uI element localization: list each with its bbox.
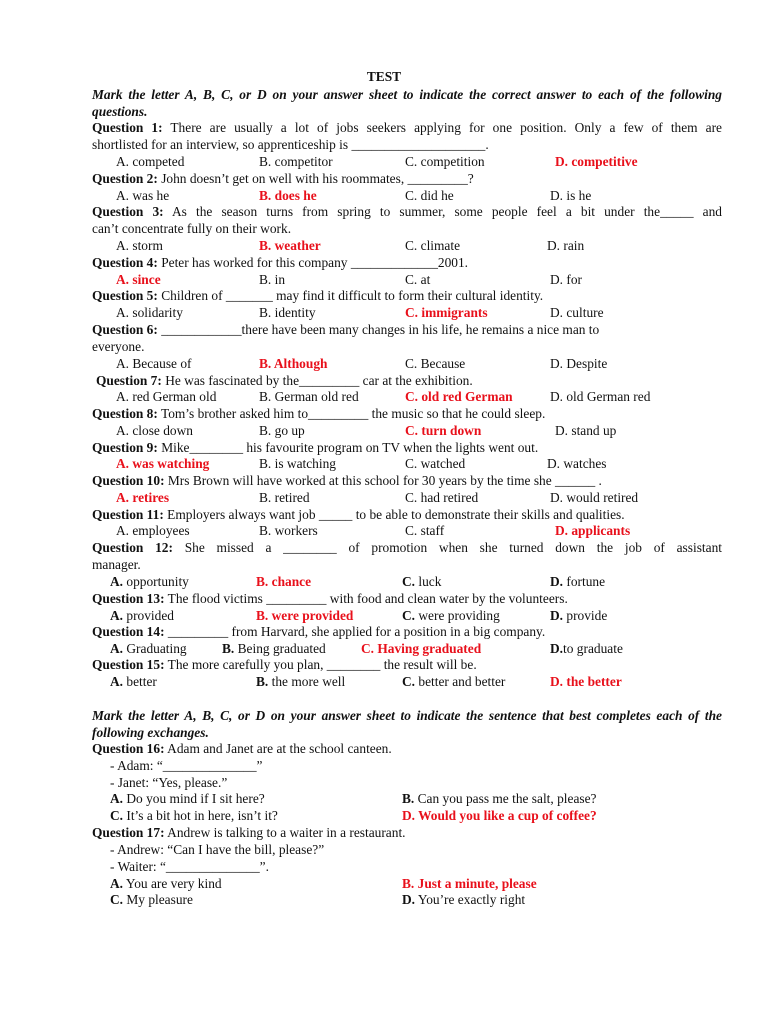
option-a[interactable]: A. employees (116, 523, 190, 538)
option-letter: A. (110, 641, 124, 656)
option-a[interactable]: A. was he (116, 188, 170, 203)
question-15-options (92, 674, 722, 690)
question-4-text: Peter has worked for this company _____________2001. (157, 255, 469, 270)
option-d[interactable]: D. old German red (550, 389, 651, 404)
question-16-options-cd (92, 808, 722, 824)
option-letter: B. (256, 674, 269, 689)
question-2-label: Question 2: (92, 171, 158, 186)
option-d[interactable] (550, 641, 623, 657)
question-9-text: Mike________ his favourite program on TV when the lights went out. (157, 440, 539, 455)
option-c[interactable]: C. did he (405, 188, 454, 203)
option-a[interactable]: A. competed (116, 154, 185, 169)
option-d[interactable]: D. for (550, 272, 582, 287)
question-3-options (92, 238, 722, 254)
option-b[interactable]: B. workers (259, 523, 318, 538)
option-b[interactable]: B. go up (259, 423, 305, 438)
option-a[interactable]: A. solidarity (116, 305, 183, 320)
option-text: opportunity (123, 574, 189, 589)
option-letter: D. (402, 892, 416, 907)
question-6-options (92, 356, 722, 372)
question-10-text: Mrs Brown will have worked at this school for 30 years by the time she ______ . (164, 473, 602, 488)
option-b[interactable] (402, 791, 597, 807)
option-c[interactable] (110, 892, 193, 908)
option-a-answer[interactable]: A. was watching (116, 456, 210, 471)
option-b[interactable]: B. identity (259, 305, 316, 320)
option-text: luck (415, 574, 442, 589)
option-letter: A. (110, 608, 124, 623)
question-13-label: Question 13: (92, 591, 165, 606)
question-8-options (92, 423, 722, 439)
option-letter: A. (110, 574, 124, 589)
option-a[interactable] (110, 641, 187, 657)
option-letter: C. (402, 674, 416, 689)
option-letter: C. (402, 608, 416, 623)
option-b-answer[interactable]: B. does he (259, 188, 317, 203)
option-d-answer[interactable]: D. competitive (555, 154, 638, 169)
question-11-options (92, 523, 722, 539)
option-b[interactable] (256, 674, 345, 690)
question-16-options-ab (92, 791, 722, 807)
option-a[interactable] (110, 574, 189, 590)
option-text: Graduating (123, 641, 187, 656)
question-7-text: He was fascinated by the_________ car at the exhibition. (161, 373, 473, 388)
option-a-answer[interactable]: A. retires (116, 490, 170, 505)
question-4-label: Question 4: (92, 255, 158, 270)
question-14 (92, 624, 722, 640)
question-12 (92, 540, 722, 556)
question-12-options (92, 574, 722, 590)
option-text: better (123, 674, 157, 689)
option-c-answer[interactable]: C. old red German (405, 389, 513, 404)
option-c[interactable]: C. climate (405, 238, 461, 253)
question-14-text: _________ from Harvard, she applied for a position in a big company. (164, 624, 546, 639)
option-text: were providing (415, 608, 500, 623)
option-text: fortune (563, 574, 606, 589)
question-2-options (92, 188, 722, 204)
option-letter: B. (402, 791, 415, 806)
section-1-instructions: Mark the letter A, B, C, or D on your answer sheet to indicate the correct answer to each of the following questions. (92, 87, 722, 119)
question-1 (92, 120, 722, 136)
option-b[interactable]: B. in (259, 272, 286, 287)
option-text: Do you mind if I sit here? (123, 791, 265, 806)
option-a-answer[interactable]: A. since (116, 272, 161, 287)
question-3 (92, 204, 722, 220)
option-text: Being graduated (234, 641, 326, 656)
option-c[interactable]: C. staff (405, 523, 445, 538)
option-letter: D. (550, 608, 564, 623)
question-5-label: Question 5: (92, 288, 158, 303)
option-d[interactable]: D. stand up (555, 423, 617, 438)
question-12-text: She missed a ________ of promotion when she turned down the job of assistant (172, 540, 722, 555)
question-16-line-janet: - Janet: “Yes, please.” (110, 775, 228, 790)
option-b-answer[interactable]: B. weather (259, 238, 321, 253)
question-15 (92, 657, 722, 673)
option-b-answer[interactable]: B. chance (256, 574, 312, 589)
option-a[interactable]: A. close down (116, 423, 193, 438)
option-c[interactable]: C. competition (405, 154, 485, 169)
option-letter: A. (110, 791, 124, 806)
option-d[interactable]: D. Despite (550, 356, 608, 371)
option-b[interactable]: B. retired (259, 490, 310, 505)
question-11-label: Question 11: (92, 507, 164, 522)
option-letter: D. (550, 641, 564, 656)
option-c[interactable]: C. watched (405, 456, 466, 471)
question-14-options (92, 641, 722, 657)
option-c-answer[interactable]: C. turn down (405, 423, 482, 438)
question-8-text: Tom’s brother asked him to_________ the music so that he could sleep. (157, 406, 546, 421)
option-text: Can you pass me the salt, please? (414, 791, 597, 806)
question-16-line-adam: - Adam: “______________” (110, 758, 263, 773)
option-letter: C. (402, 574, 416, 589)
question-4-options (92, 272, 722, 288)
option-letter: A. (110, 876, 124, 891)
question-9-options (92, 456, 722, 472)
question-1-label: Question 1: (92, 120, 163, 135)
question-3-text-cont: can’t concentrate fully on their work. (92, 221, 292, 236)
option-c[interactable]: C. at (405, 272, 431, 287)
option-text: My pleasure (123, 892, 193, 907)
option-a[interactable]: A. red German old (116, 389, 217, 404)
option-c-answer[interactable]: C. Having graduated (361, 641, 482, 656)
question-11 (92, 507, 722, 523)
question-13 (92, 591, 722, 607)
question-9 (92, 440, 722, 456)
option-letter: A. (110, 674, 124, 689)
question-6-text-cont: everyone. (92, 339, 145, 354)
option-text: You’re exactly right (415, 892, 526, 907)
question-5-text: Children of _______ may find it difficult to form their cultural identity. (157, 288, 544, 303)
option-d[interactable] (402, 892, 525, 908)
option-d[interactable]: D. watches (547, 456, 607, 471)
option-d-answer[interactable]: D. the better (550, 674, 622, 689)
option-b-answer[interactable]: B. Although (259, 356, 328, 371)
option-c[interactable] (402, 674, 505, 690)
option-c[interactable]: C. Because (405, 356, 466, 371)
question-7 (96, 373, 726, 389)
option-a[interactable]: A. Because of (116, 356, 192, 371)
question-15-label: Question 15: (92, 657, 165, 672)
option-c[interactable]: C. had retired (405, 490, 479, 505)
option-text: the more well (268, 674, 346, 689)
question-12-text-cont: manager. (92, 557, 141, 572)
option-d[interactable] (550, 574, 605, 590)
question-9-label: Question 9: (92, 440, 158, 455)
option-d[interactable]: D. is he (550, 188, 592, 203)
question-7-options (92, 389, 722, 405)
question-6-label: Question 6: (92, 322, 158, 337)
section-2-instructions: Mark the letter A, B, C, or D on your answer sheet to indicate the sentence that best completes each of the following exchanges. (92, 708, 722, 740)
option-c[interactable] (110, 808, 278, 824)
question-11-text: Employers always want job _____ to be able to demonstrate their skills and qualities. (163, 507, 625, 522)
option-b[interactable] (222, 641, 326, 657)
question-2 (92, 171, 722, 187)
option-b[interactable]: B. competitor (259, 154, 333, 169)
question-8-label: Question 8: (92, 406, 158, 421)
option-letter: D. (550, 574, 564, 589)
option-text: provide (563, 608, 608, 623)
question-1-options (92, 154, 722, 170)
question-7-label: Question 7: (96, 373, 162, 388)
option-d[interactable]: D. rain (547, 238, 585, 253)
question-13-options (92, 608, 722, 624)
question-17-text: Andrew is talking to a waiter in a restaurant. (164, 825, 406, 840)
option-d[interactable]: D. culture (550, 305, 604, 320)
question-17 (92, 825, 722, 841)
question-1-text-cont: shortlisted for an interview, so apprenticeship is ____________________. (92, 137, 489, 152)
option-letter: C. (110, 892, 124, 907)
page-title: TEST (366, 69, 402, 84)
option-c[interactable] (402, 574, 441, 590)
question-3-text: As the season turns from spring to summer, some people feel a bit under the_____ and (163, 204, 722, 219)
option-letter: C. (110, 808, 124, 823)
question-17-options-ab (92, 876, 722, 892)
question-12-label: Question 12: (92, 540, 173, 555)
question-10-label: Question 10: (92, 473, 165, 488)
option-b[interactable]: B. is watching (259, 456, 336, 471)
option-a[interactable] (110, 791, 265, 807)
option-a[interactable] (110, 674, 157, 690)
question-4 (92, 255, 722, 271)
question-2-text: John doesn’t get on well with his roommates, _________? (157, 171, 474, 186)
question-10-options (92, 490, 722, 506)
question-6 (92, 322, 722, 338)
question-17-options-cd (92, 892, 722, 908)
option-d-answer[interactable]: D. applicants (555, 523, 631, 538)
option-text: You are very kind (123, 876, 222, 891)
option-c-answer[interactable]: C. immigrants (405, 305, 488, 320)
option-text: better and better (415, 674, 506, 689)
option-text: to graduate (563, 641, 623, 656)
option-b-answer[interactable]: B. Just a minute, please (402, 876, 537, 891)
option-a[interactable]: A. storm (116, 238, 163, 253)
option-text: It’s a bit hot in here, isn’t it? (123, 808, 278, 823)
question-17-line-andrew: - Andrew: “Can I have the bill, please?” (110, 842, 325, 857)
option-letter: B. (222, 641, 235, 656)
question-17-line-waiter: - Waiter: “______________”. (110, 859, 269, 874)
question-16-label: Question 16: (92, 741, 165, 756)
option-d[interactable] (550, 608, 607, 624)
question-16-text: Adam and Janet are at the school canteen. (164, 741, 392, 756)
option-c[interactable] (402, 608, 500, 624)
option-b-answer[interactable]: B. were provided (256, 608, 354, 623)
option-d[interactable]: D. would retired (550, 490, 639, 505)
question-1-text: There are usually a lot of jobs seekers applying for one position. Only a few of them are (162, 120, 723, 135)
option-a[interactable] (110, 608, 174, 624)
question-15-text: The more carefully you plan, ________ the result will be. (164, 657, 477, 672)
question-6-text: ____________there have been many changes in his life, he remains a nice man to (157, 322, 600, 337)
question-13-text: The flood victims _________ with food and clean water by the volunteers. (164, 591, 568, 606)
option-text: provided (123, 608, 174, 623)
question-10 (92, 473, 722, 489)
question-5 (92, 288, 722, 304)
question-16 (92, 741, 722, 757)
question-8 (92, 406, 722, 422)
question-17-label: Question 17: (92, 825, 165, 840)
question-5-options (92, 305, 722, 321)
option-a[interactable] (110, 876, 222, 892)
option-d-answer[interactable]: D. Would you like a cup of coffee? (402, 808, 597, 823)
question-14-label: Question 14: (92, 624, 165, 639)
question-3-label: Question 3: (92, 204, 164, 219)
option-b[interactable]: B. German old red (259, 389, 359, 404)
